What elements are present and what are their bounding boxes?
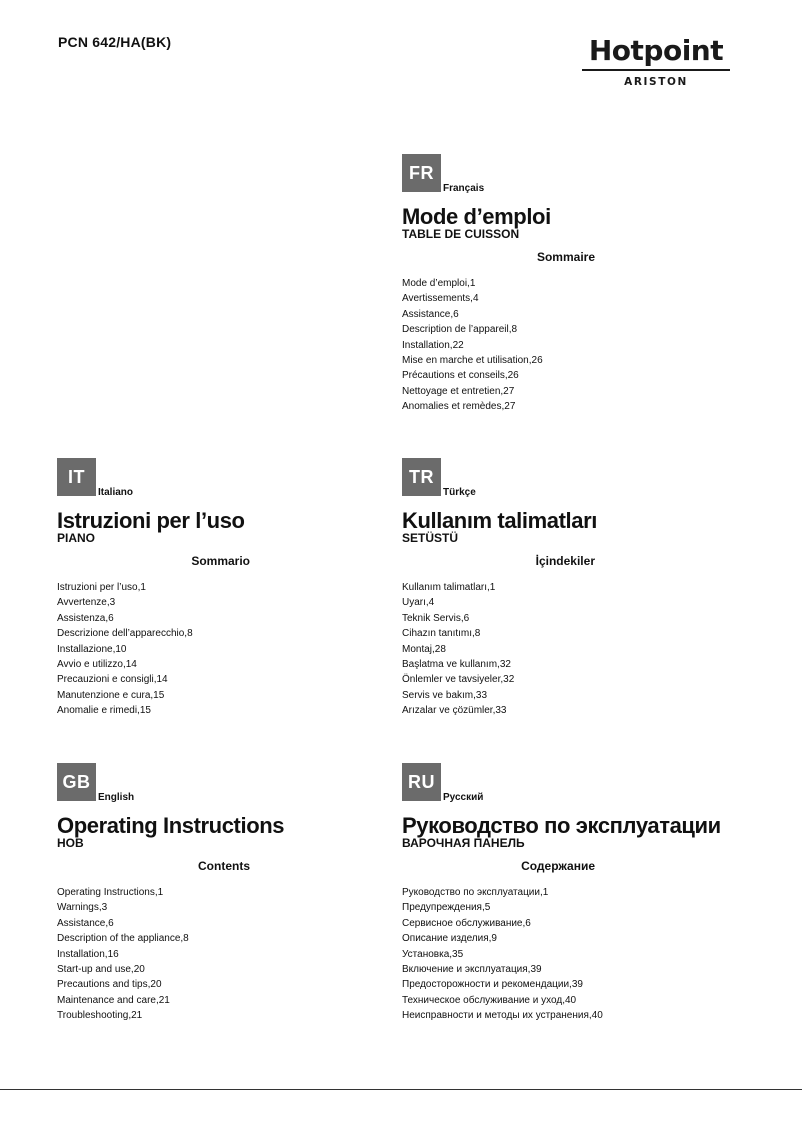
- toc-item: Mode d’emploi,1: [402, 278, 476, 289]
- section-gb: [57, 763, 417, 1024]
- section-subtitle: PIANO: [57, 531, 96, 545]
- toc-item: Teknik Servis,6: [402, 612, 470, 624]
- toc-item: Предосторожности и рекомендации,39: [402, 979, 583, 991]
- toc-item: Assistenza,6: [57, 612, 114, 624]
- toc-item: Troubleshooting,21: [57, 1010, 143, 1022]
- toc-item: Operating Instructions,1: [57, 887, 164, 898]
- section-title: Istruzioni per l’uso: [57, 508, 245, 533]
- language-code-badge: RU: [402, 763, 441, 801]
- toc-item: Başlatma ve kullanım,32: [402, 659, 511, 671]
- toc-item: Warnings,3: [57, 902, 108, 914]
- model-number: PCN 642/HA(BK): [58, 34, 172, 50]
- toc-item: Maintenance and care,21: [57, 994, 170, 1006]
- toc-item: Mise en marche et utilisation,26: [402, 355, 543, 367]
- toc-list: [57, 885, 417, 1024]
- language-name: Français: [443, 183, 485, 194]
- language-header: [57, 458, 417, 498]
- toc-item: Avertissements,4: [402, 293, 479, 305]
- toc-item: Precautions and tips,20: [57, 979, 162, 991]
- toc-list: [402, 885, 762, 1024]
- section-title: Руководство по эксплуатации: [402, 813, 721, 838]
- language-code-badge: FR: [402, 154, 441, 192]
- footer-divider: [0, 1089, 802, 1090]
- language-header: [57, 763, 417, 803]
- brand-name: Hotpoint: [588, 34, 724, 67]
- toc-list: [402, 580, 762, 719]
- logo-divider: [582, 69, 730, 71]
- toc-item: Installation,22: [402, 339, 464, 351]
- toc-item: Kullanım talimatları,1: [402, 582, 496, 593]
- toc-item: Arızalar ve çözümler,33: [402, 705, 507, 717]
- toc-item: Önlemler ve tavsiyeler,32: [402, 674, 515, 686]
- toc-list: [57, 580, 417, 719]
- toc-item: Descrizione dell’apparecchio,8: [57, 628, 193, 640]
- toc-item: Руководство по эксплуатации,1: [402, 887, 549, 898]
- section-tr: [402, 458, 762, 719]
- toc-item: Start-up and use,20: [57, 964, 145, 976]
- toc-heading: Sommario: [191, 554, 250, 568]
- language-name: English: [98, 792, 135, 803]
- toc-heading: Contents: [198, 859, 250, 873]
- toc-item: Assistance,6: [402, 308, 459, 320]
- toc-item: Precauzioni e consigli,14: [57, 674, 168, 686]
- toc-item: Техническое обслуживание и уход,40: [402, 994, 577, 1006]
- toc-item: Неисправности и методы их устранения,40: [402, 1010, 603, 1022]
- brand-subname: ARISTON: [624, 76, 688, 88]
- toc-item: Istruzioni per l’uso,1: [57, 582, 146, 593]
- language-name: Русский: [443, 792, 484, 803]
- toc-item: Установка,35: [402, 948, 464, 960]
- toc-item: Anomalie e rimedi,15: [57, 705, 151, 717]
- toc-list: [402, 276, 762, 415]
- toc-item: Предупреждения,5: [402, 902, 491, 914]
- language-name: Italiano: [98, 487, 134, 498]
- section-subtitle: TABLE DE CUISSON: [402, 227, 520, 241]
- language-header: [402, 763, 762, 803]
- toc-item: Manutenzione e cura,15: [57, 689, 165, 701]
- toc-heading: Sommaire: [536, 250, 595, 264]
- toc-item: Anomalies et remèdes,27: [402, 401, 516, 413]
- section-subtitle: SETÜSTÜ: [402, 531, 459, 545]
- language-name: Türkçe: [443, 487, 476, 498]
- toc-item: Avvio e utilizzo,14: [57, 659, 137, 671]
- section-title: Mode d’emploi: [402, 204, 551, 229]
- toc-heading: İçindekiler: [535, 554, 595, 568]
- language-header: [402, 154, 762, 194]
- toc-item: Installazione,10: [57, 643, 127, 655]
- language-header: [402, 458, 762, 498]
- toc-item: Avvertenze,3: [57, 597, 116, 609]
- toc-item: Assistance,6: [57, 917, 114, 929]
- toc-item: Installation,16: [57, 948, 119, 960]
- toc-heading: Содержание: [521, 859, 595, 873]
- language-code-badge: GB: [57, 763, 96, 801]
- language-code-badge: IT: [57, 458, 96, 496]
- toc-item: Описание изделия,9: [402, 933, 497, 945]
- section-subtitle: HOB: [57, 836, 84, 850]
- toc-item: Description de l’appareil,8: [402, 324, 518, 336]
- section-it: [57, 458, 417, 719]
- section-subtitle: ВАРОЧНАЯ ПАНЕЛЬ: [402, 836, 525, 850]
- section-fr: [402, 154, 762, 415]
- toc-item: Montaj,28: [402, 643, 446, 655]
- language-code-badge: TR: [402, 458, 441, 496]
- toc-item: Nettoyage et entretien,27: [402, 385, 515, 397]
- section-ru: [402, 763, 762, 1024]
- section-title: Operating Instructions: [57, 813, 285, 838]
- toc-item: Servis ve bakım,33: [402, 689, 488, 701]
- toc-item: Description of the appliance,8: [57, 933, 189, 945]
- brand-logo: [580, 36, 732, 88]
- toc-item: Включение и эксплуатация,39: [402, 964, 542, 976]
- toc-item: Сервисное обслуживание,6: [402, 917, 531, 929]
- section-title: Kullanım talimatları: [402, 508, 597, 533]
- toc-item: Cihazın tanıtımı,8: [402, 628, 481, 640]
- toc-item: Uyarı,4: [402, 597, 435, 609]
- toc-item: Précautions et conseils,26: [402, 370, 519, 382]
